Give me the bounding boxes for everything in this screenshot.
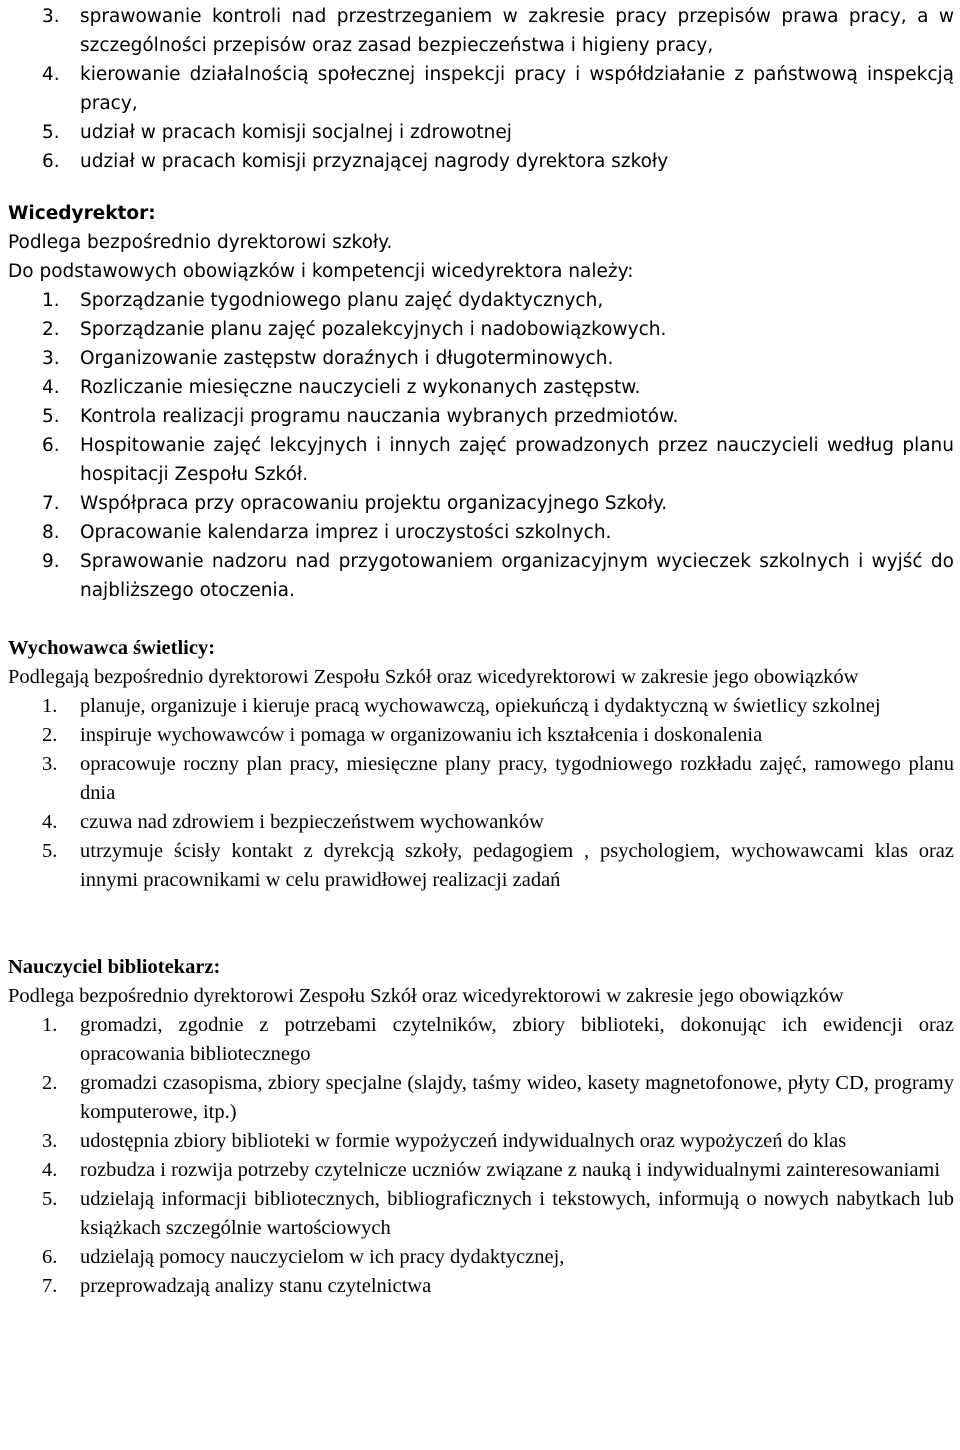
list-item xyxy=(8,315,954,344)
wychowawca-intro: Podlegają bezpośrednio dyrektorowi Zespołu Szkół oraz wicedyrektorowi w zakresie jego obowiązków xyxy=(8,666,859,688)
list-item-text: gromadzi czasopisma, zbiory specjalne (slajdy, taśmy wideo, kasety magnetofonowe, płyty CD, programy komputerowe, itp.) xyxy=(80,1072,954,1123)
list-item xyxy=(8,147,954,176)
list-item-text: rozbudza i rozwija potrzeby czytelnicze uczniów związane z nauką i indywidualnymi zainteresowaniami xyxy=(80,1159,941,1181)
list-item-text: Organizowanie zastępstw doraźnych i długoterminowych. xyxy=(80,348,614,369)
list-item xyxy=(8,402,954,431)
list-item-number: 1. xyxy=(42,1014,58,1036)
list-item-number: 2. xyxy=(42,724,58,746)
list-item-text: sprawowanie kontroli nad przestrzeganiem w zakresie pracy przepisów prawa pracy, a w szczególności przepisów oraz zasad bezpieczeństwa i higieny pracy, xyxy=(80,6,954,56)
list-item-text: Rozliczanie miesięczne nauczycieli z wykonanych zastępstw. xyxy=(80,377,641,398)
list-item-number: 5. xyxy=(42,1188,58,1210)
list-item-number: 4. xyxy=(42,811,58,833)
list-item xyxy=(8,1011,954,1069)
list-item-number: 2. xyxy=(42,1072,58,1094)
list-item-text: kierowanie działalnością społecznej inspekcji pracy i współdziałanie z państwową inspekcją pracy, xyxy=(80,64,954,114)
list-item-number: 7. xyxy=(42,493,60,514)
list-item-number: 8. xyxy=(42,522,60,543)
list-item-number: 6. xyxy=(42,1246,58,1268)
heading-bibliotekarz: Nauczyciel bibliotekarz: xyxy=(8,956,221,978)
list-item-text: udzielają informacji bibliotecznych, bibliograficznych i tekstowych, informują o nowych nabytkach lub książkach szczególnie wartościowych xyxy=(80,1188,954,1239)
list-item-number: 5. xyxy=(42,406,60,427)
list-item-text: utrzymuje ścisły kontakt z dyrekcją szkoły, pedagogiem , psychologiem, wychowawcami klas oraz innymi pracownikami w celu prawidłowej realizacji zadań xyxy=(80,840,954,891)
list-item-text: Opracowanie kalendarza imprez i uroczystości szkolnych. xyxy=(80,522,612,543)
list-item-number: 5. xyxy=(42,122,60,143)
list-item-text: udostępnia zbiory biblioteki w formie wypożyczeń indywidualnych oraz wypożyczeń do klas xyxy=(80,1130,847,1152)
list-item xyxy=(8,344,954,373)
list-item-text: przeprowadzają analizy stanu czytelnictwa xyxy=(80,1275,432,1297)
list-item xyxy=(8,1243,954,1272)
list-item xyxy=(8,1156,954,1185)
list-item-text: czuwa nad zdrowiem i bezpieczeństwem wychowanków xyxy=(80,811,544,833)
list-item xyxy=(8,118,954,147)
list-item-number: 7. xyxy=(42,1275,58,1297)
list-item-number: 9. xyxy=(42,551,60,572)
wicedyrektor-line2: Do podstawowych obowiązków i kompetencji wicedyrektora należy: xyxy=(8,261,634,282)
list-item-text: Sporządzanie planu zajęć pozalekcyjnych i nadobowiązkowych. xyxy=(80,319,667,340)
list-item xyxy=(8,489,954,518)
heading-wicedyrektor: Wicedyrektor: xyxy=(8,203,156,224)
list-item-text: planuje, organizuje i kieruje pracą wychowawczą, opiekuńczą i dydaktyczną w świetlicy szkolnej xyxy=(80,695,881,717)
list-item-number: 3. xyxy=(42,1130,58,1152)
list-item-text: opracowuje roczny plan pracy, miesięczne plany pracy, tygodniowego rozkładu zajęć, ramowego planu dnia xyxy=(80,753,954,804)
bibliotekarz-list xyxy=(8,1011,954,1301)
list-item xyxy=(8,721,954,750)
list-item xyxy=(8,1272,954,1301)
section-bibliotekarz xyxy=(8,953,954,1301)
list-item-number: 3. xyxy=(42,348,60,369)
section-wicedyrektor xyxy=(8,199,954,605)
list-item xyxy=(8,692,954,721)
list-item-number: 3. xyxy=(42,6,60,27)
list-item-text: Kontrola realizacji programu nauczania wybranych przedmiotów. xyxy=(80,406,679,427)
list-item-text: gromadzi, zgodnie z potrzebami czytelników, zbiory biblioteki, dokonując ich ewidencji oraz opracowania bibliotecznego xyxy=(80,1014,954,1065)
list-item-number: 5. xyxy=(42,840,58,862)
list-item-text: udział w pracach komisji przyznającej nagrody dyrektora szkoły xyxy=(80,151,669,172)
list-item-text: Sprawowanie nadzoru nad przygotowaniem organizacyjnym wycieczek szkolnych i wyjść do najbliższego otoczenia. xyxy=(80,551,954,601)
list-item xyxy=(8,808,954,837)
list-item-text: Hospitowanie zajęć lekcyjnych i innych zajęć prowadzonych przez nauczycieli według planu hospitacji Zespołu Szkół. xyxy=(80,435,954,485)
list-item-number: 1. xyxy=(42,695,58,717)
list-item xyxy=(8,373,954,402)
wicedyrektor-list xyxy=(8,286,954,605)
bibliotekarz-intro: Podlega bezpośrednio dyrektorowi Zespołu Szkół oraz wicedyrektorowi w zakresie jego obowiązków xyxy=(8,985,844,1007)
list-item xyxy=(8,60,954,118)
list-item-text: Współpraca przy opracowaniu projektu organizacyjnego Szkoły. xyxy=(80,493,668,514)
list-item-text: Sporządzanie tygodniowego planu zajęć dydaktycznych, xyxy=(80,290,604,311)
list-item-number: 4. xyxy=(42,64,60,85)
list-item xyxy=(8,286,954,315)
wychowawca-list xyxy=(8,692,954,895)
wicedyrektor-line1: Podlega bezpośrednio dyrektorowi szkoły. xyxy=(8,232,393,253)
list-item-number: 1. xyxy=(42,290,60,311)
list-item xyxy=(8,1127,954,1156)
list-item-text: udzielają pomocy nauczycielom w ich pracy dydaktycznej, xyxy=(80,1246,565,1268)
list-item-text: inspiruje wychowawców i pomaga w organizowaniu ich kształcenia i doskonalenia xyxy=(80,724,763,746)
section-wychowawca xyxy=(8,634,954,895)
list-item xyxy=(8,518,954,547)
heading-wychowawca: Wychowawca świetlicy: xyxy=(8,637,216,659)
list-item xyxy=(8,1069,954,1127)
list-item xyxy=(8,750,954,808)
list-item-number: 6. xyxy=(42,151,60,172)
list-item-number: 4. xyxy=(42,377,60,398)
list-item-text: udział w pracach komisji socjalnej i zdrowotnej xyxy=(80,122,512,143)
list-item xyxy=(8,431,954,489)
list-item xyxy=(8,2,954,60)
intro-list xyxy=(8,2,954,176)
list-item-number: 3. xyxy=(42,753,58,775)
list-item xyxy=(8,837,954,895)
list-item xyxy=(8,547,954,605)
list-item-number: 2. xyxy=(42,319,60,340)
list-item xyxy=(8,1185,954,1243)
list-item-number: 6. xyxy=(42,435,60,456)
list-item-number: 4. xyxy=(42,1159,58,1181)
